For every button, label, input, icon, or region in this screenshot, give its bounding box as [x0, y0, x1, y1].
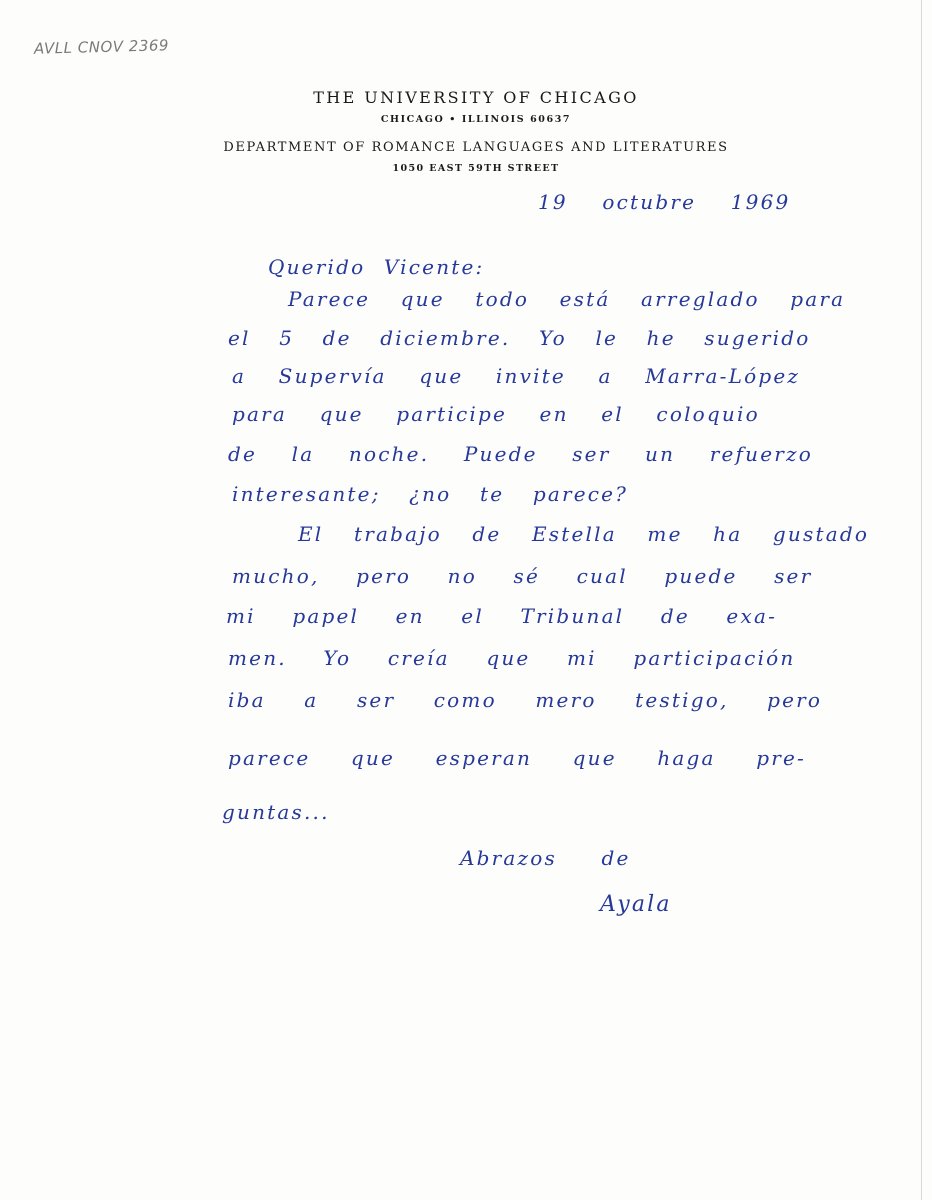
letterhead-city: CHICAGO • ILLINOIS 60637 [380, 114, 572, 125]
letter-line: el 5 de diciembre. Yo le he sugerido [228, 326, 811, 350]
paper-edge [921, 0, 922, 1200]
letterhead-university: THE UNIVERSITY OF CHICAGO [313, 88, 639, 107]
letter-line: El trabajo de Estella me ha gustado [298, 522, 870, 546]
archive-reference: AVLL CNOV 2369 [33, 36, 170, 58]
letter-line: mi papel en el Tribunal de exa- [226, 604, 778, 628]
letter-line: guntas... [222, 800, 330, 824]
letter-line: para que participe en el coloquio [232, 402, 760, 426]
letter-line: interesante; ¿no te parece? [232, 482, 629, 506]
letterhead-street: 1050 EAST 59TH STREET [392, 163, 560, 174]
letter-line: mucho, pero no sé cual puede ser [232, 564, 813, 588]
letterhead-department: DEPARTMENT OF ROMANCE LANGUAGES AND LITERATURES [223, 140, 729, 155]
letter-signature: Ayala [600, 892, 672, 917]
letter-line: a Supervía que invite a Marra-López [232, 364, 801, 388]
letter-line: men. Yo creía que mi participación [228, 646, 796, 670]
letter-date: 19 octubre 1969 [538, 190, 791, 214]
letter-line: parece que esperan que haga pre- [228, 746, 806, 770]
letter-closing: Abrazos de [460, 846, 631, 870]
letter-line: iba a ser como mero testigo, pero [228, 688, 823, 712]
letter-line: de la noche. Puede ser un refuerzo [228, 442, 813, 466]
letter-greeting: Querido Vicente: [268, 255, 485, 279]
letter-line: Parece que todo está arreglado para [288, 287, 846, 311]
